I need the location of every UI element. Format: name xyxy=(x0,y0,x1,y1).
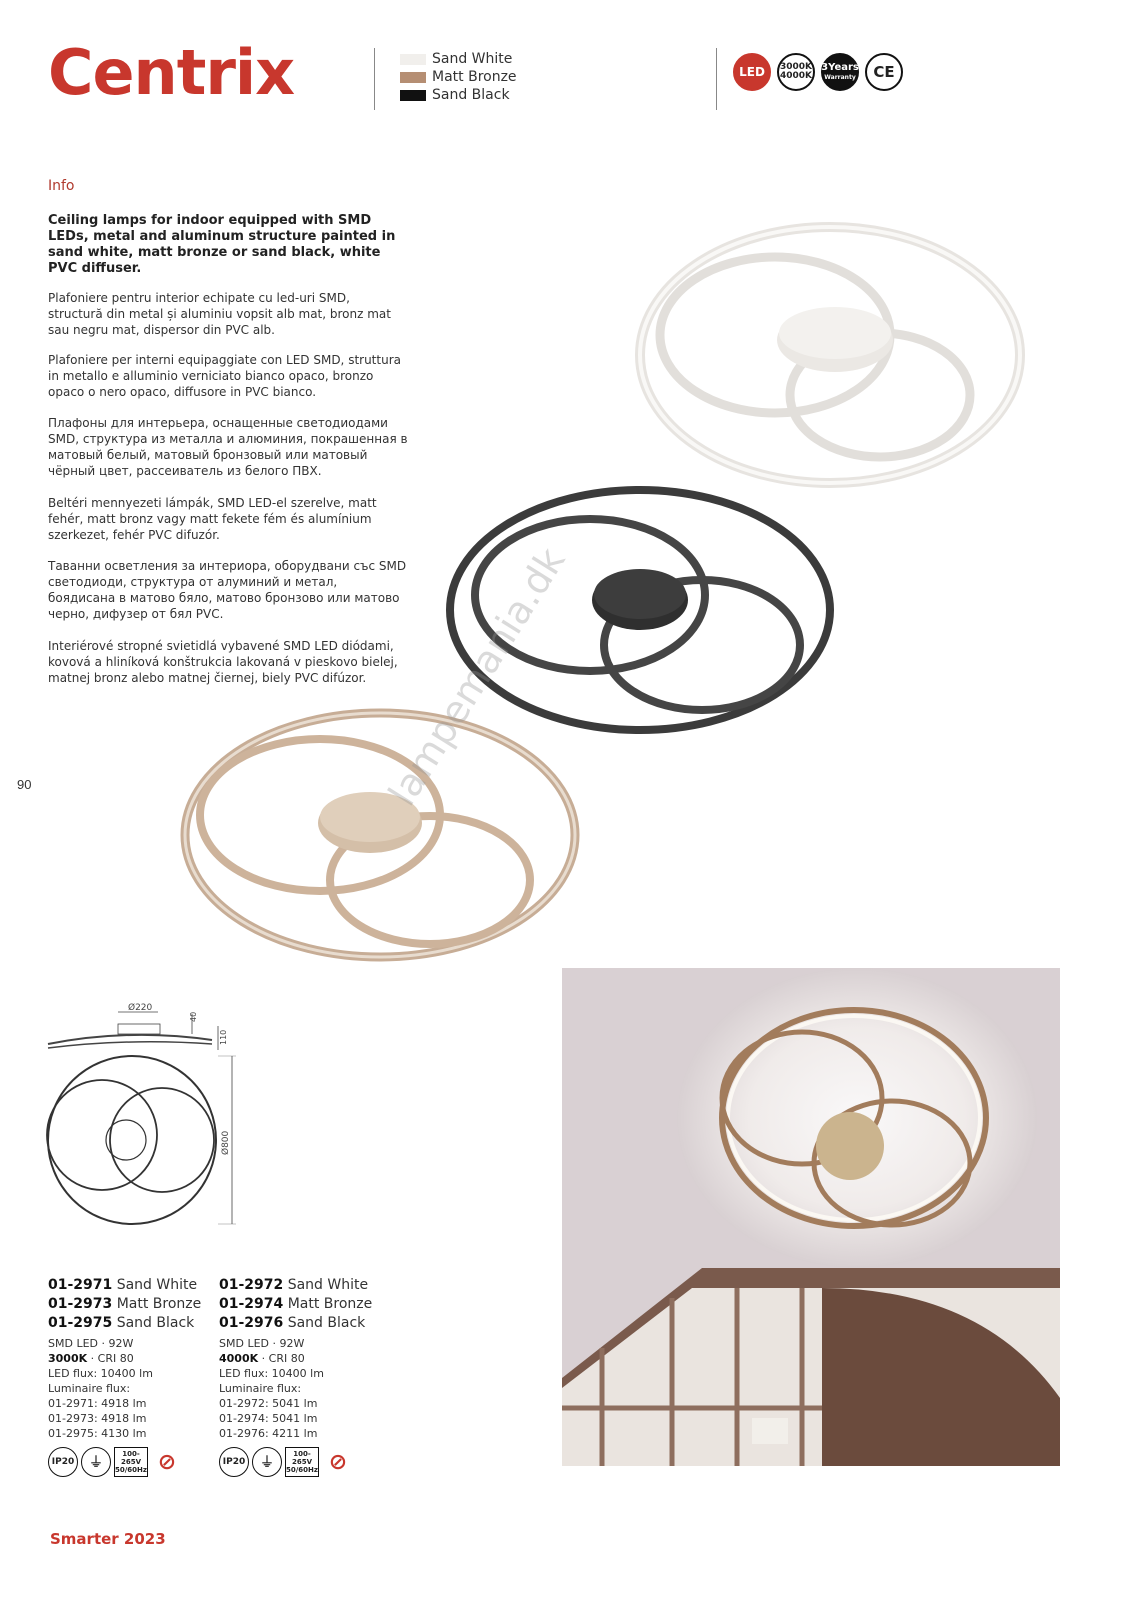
product-code-row: 01-2973 Matt Bronze xyxy=(48,1296,202,1312)
spec-led-flux: LED flux: 10400 lm xyxy=(219,1367,324,1380)
dim-110: 110 xyxy=(219,1029,228,1045)
color-sand-white xyxy=(400,50,512,68)
product-code-row: 01-2976 Sand Black xyxy=(219,1315,366,1331)
no-dimmer-icon: ⊘ xyxy=(157,1449,177,1475)
symbol-row xyxy=(48,1447,223,1477)
warranty-badge: 3Years Warranty xyxy=(821,53,859,91)
spec-cct: 3000K · CRI 80 xyxy=(48,1352,134,1365)
header-divider-right xyxy=(716,48,717,110)
ground-icon: ⏚ xyxy=(81,1447,111,1477)
swatch-sand-white xyxy=(400,54,426,65)
info-slovak: Interiérové stropné svietidlá vybavené SMD LED diódami, kovová a hliníková konštrukcia lakovaná v pieskovo bielej, matnej bronz alebo matnej čiernej, biely PVC difúzor. xyxy=(48,639,398,685)
voltage-icon: 100-265V 50/60Hz xyxy=(285,1447,319,1477)
spec-smd: SMD LED · 92W xyxy=(48,1337,134,1350)
color-sand-black xyxy=(400,86,510,104)
product-code-row: 01-2971 Sand White xyxy=(48,1277,198,1293)
swatch-sand-black xyxy=(400,90,426,101)
symbol-row xyxy=(219,1447,394,1477)
footer-label: Smarter 2023 xyxy=(50,1530,166,1548)
ip20-icon: IP20 xyxy=(48,1447,78,1477)
color-matt-bronze xyxy=(400,68,517,86)
spec-lum-flux: 01-2973: 4918 lm xyxy=(48,1412,147,1425)
product-image-white xyxy=(620,215,1040,505)
info-bulgarian: Таванни осветления за интериора, оборудвани със SMD светодиоди, структура от алуминий и метал, боядисана в матово бяло, матово бронзово или матово черно, дифузер от бял PVC. xyxy=(48,559,407,621)
brand-title: Centrix xyxy=(48,36,295,109)
header-divider-left xyxy=(374,48,375,110)
ambient-photo xyxy=(562,968,1060,1466)
info-hungarian: Beltéri mennyezeti lámpák, SMD LED-el szerelve, matt fehér, matt bronz vagy matt fekete fém és alumínium szerkezet, fehér PVC difuzór. xyxy=(48,496,377,542)
spec-lum-flux-label: Luminaire flux: xyxy=(48,1382,131,1395)
dim-main-diameter: Ø800 xyxy=(221,1130,231,1155)
product-code-row: 01-2974 Matt Bronze xyxy=(219,1296,373,1312)
spec-lum-flux-label: Luminaire flux: xyxy=(219,1382,302,1395)
dim-top-diameter: Ø220 xyxy=(128,1003,153,1013)
color-label: Sand Black xyxy=(432,87,510,103)
spec-led-flux: LED flux: 10400 lm xyxy=(48,1367,153,1380)
info-russian: Плафоны для интерьера, оснащенные светодиодами SMD, структура из металла и алюминия, покрашенная в матовый белый, матовый бронзовый или матовый чёрный цвет, рассеиватель из белого ПВХ. xyxy=(48,416,408,478)
spec-lum-flux: 01-2976: 4211 lm xyxy=(219,1427,318,1440)
voltage-icon: 100-265V 50/60Hz xyxy=(114,1447,148,1477)
no-dimmer-icon: ⊘ xyxy=(328,1449,348,1475)
spec-column-4000k xyxy=(219,1276,394,1477)
spec-lum-flux: 01-2971: 4918 lm xyxy=(48,1397,147,1410)
spec-lum-flux: 01-2974: 5041 lm xyxy=(219,1412,318,1425)
product-code-row: 01-2975 Sand Black xyxy=(48,1315,195,1331)
ground-icon: ⏚ xyxy=(252,1447,282,1477)
product-image-bronze xyxy=(170,705,590,980)
ip20-icon: IP20 xyxy=(219,1447,249,1477)
cct-badge: 3000K 4000K xyxy=(777,53,815,91)
spec-lum-flux: 01-2975: 4130 lm xyxy=(48,1427,147,1440)
info-english: Ceiling lamps for indoor equipped with SMD LEDs, metal and aluminum structure painted in sand white, matt bronze or sand black, white PVC diffuser. xyxy=(48,213,396,276)
technical-drawing xyxy=(40,1000,260,1240)
spec-smd: SMD LED · 92W xyxy=(219,1337,305,1350)
info-heading: Info xyxy=(48,178,75,194)
spec-cct: 4000K · CRI 80 xyxy=(219,1352,305,1365)
color-label: Sand White xyxy=(432,51,513,67)
spec-column-3000k xyxy=(48,1276,223,1477)
swatch-matt-bronze xyxy=(400,72,426,83)
ce-mark-badge: CE xyxy=(865,53,903,91)
spec-lum-flux: 01-2972: 5041 lm xyxy=(219,1397,318,1410)
page-number: 90 xyxy=(17,777,32,792)
certification-badges xyxy=(733,53,903,91)
watermark: lampemania.dk xyxy=(380,539,574,814)
info-italian: Plafoniere per interni equipaggiate con LED SMD, struttura in metallo e alluminio verniciato bianco opaco, bronzo opaco o nero opaco, diffusore in PVC bianco. xyxy=(48,353,401,399)
info-romanian: Plafoniere pentru interior echipate cu led-uri SMD, structură din metal și aluminiu vopsit alb mat, bronz mat sau negru mat, dispersor din PVC alb. xyxy=(48,291,391,337)
product-code-row: 01-2972 Sand White xyxy=(219,1277,369,1293)
led-badge: LED xyxy=(733,53,771,91)
color-label: Matt Bronze xyxy=(432,69,517,85)
dim-40: 40 xyxy=(189,1011,198,1022)
